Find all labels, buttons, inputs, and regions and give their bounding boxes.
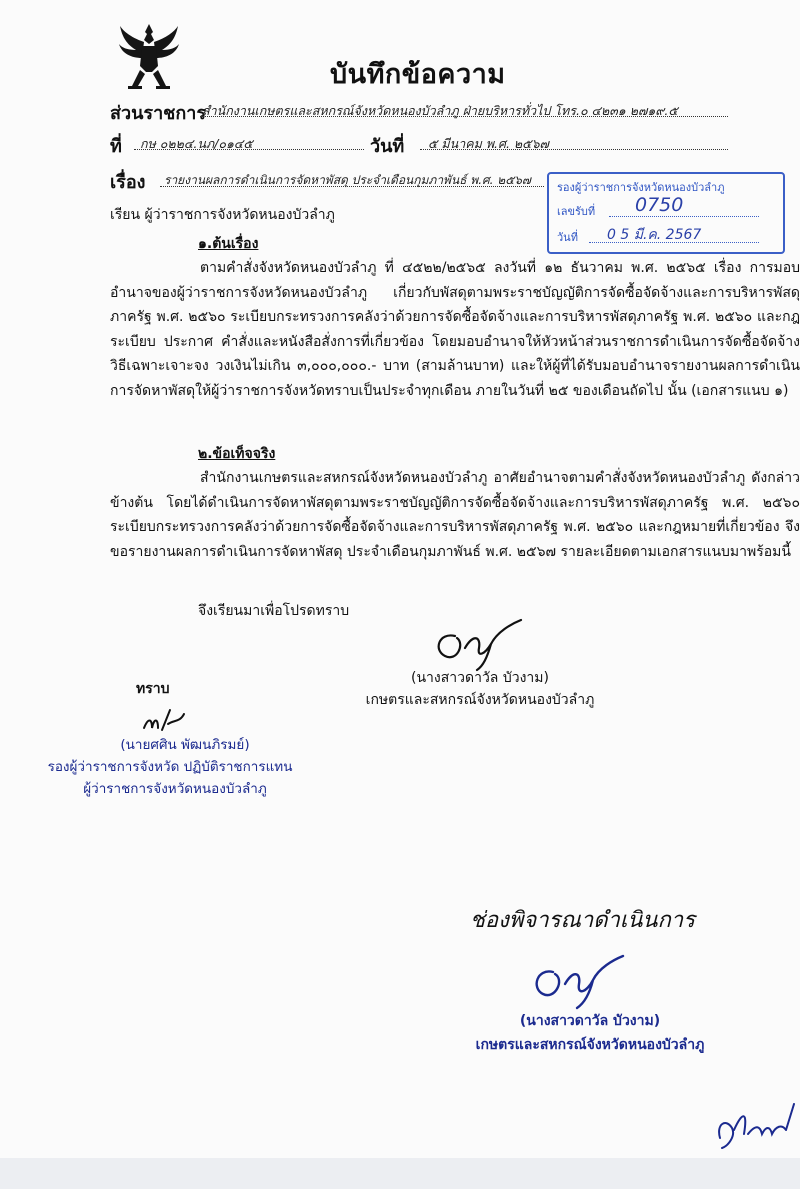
bottom-signer-name: (นางสาวดาวัล บัวงาม) [519,1013,661,1029]
stamp-office: รองผู้ว่าราชการจังหวัดหนองบัวลำภู [557,181,725,194]
section2-heading: ๒.ข้อเท็จจริง [198,446,276,462]
signer1-position: เกษตรและสหกรณ์จังหวัดหนองบัวลำภู [365,692,595,708]
stamp-date-value: 0 5 มี.ค. 2567 [607,227,702,243]
signer1-name: (นางสาวดาวัล บัวงาม) [411,670,549,686]
garuda-emblem-icon [118,20,180,92]
section2-text: สำนักงานเกษตรและสหกรณ์จังหวัดหนองบัวลำภู อาศัยอำนาจตามคำสั่งจังหวัดหนองบัวลำภู ดังกล่าวข้างต้น โดยได้ดำเนินการจัดหาพัสดุตามพระราชบัญญัติการจัดซื้อจัดจ้างและการบริหารพัสดุภาครัฐ พ.ศ. ๒๕๖๐ ระเบียบกระทรวงการคลังว่าด้วยการจัดซื้อจัดจ้างและการบริหารพัสดุภาครัฐ พ.ศ. ๒๕๖๐ และกฎหมายที่เกี่ยวข้อง จึงขอรายงานผลการดำเนินการจัดหาพัสดุ ประจำเดือนกุมภาพันธ์ พ.ศ. ๒๕๖๗ รายละเอียดตามเอกสารแนบมาพร้อมนี้ [110,470,800,560]
governor-line2: ผู้ว่าราชการจังหวัดหนองบัวลำภู [83,781,267,797]
date-label: วันที่ [370,136,405,157]
agency-value: สำนักงานเกษตรและสหกรณ์จังหวัดหนองบัวลำภู ฝ่ายบริหารทั่วไป โทร.๐ ๔๒๓๑ ๒๗๑๙.๕ [202,103,678,118]
section1-text: ตามคำสั่งจังหวัดหนองบัวลำภู ที่ ๔๕๒๒/๒๕๖๕ ลงวันที่ ๑๒ ธันวาคม พ.ศ. ๒๕๖๕ เรื่อง การมอบอำนาจของผู้ว่าราชการจังหวัดหนองบัวลำภู เกี่ยวกับพัสดุตามพระราชบัญญัติการจัดซื้อจัดจ้างและการบริหารพัสดุภาครัฐ พ.ศ. ๒๕๖๐ ระเบียบกระทรวงการคลังว่าด้วยการจัดซื้อจัดจ้างและการบริหารพัสดุภาครัฐ พ.ศ. ๒๕๖๐ และกฎ ระเบียบ ประกาศ คำสั่งและหนังสือสั่งการที่เกี่ยวข้อง โดยมอบอำนาจให้หัวหน้าส่วนราชการดำเนินการจัดซื้อจัดจ้างวิธีเฉพาะเจาะจง วงเงินไม่เกิน ๓,๐๐๐,๐๐๐.- บาท (สามล้านบาท) และให้ผู้ที่ได้รับมอบอำนาจรายงานผลการดำเนินการจัดหาพัสดุให้ผู้ว่าราชการจังหวัดทราบเป็นประจำทุกเดือน ภายในวันที่ ๒๕ ของเดือนถัดไป นั้น (เอกสารแนบ ๑) [110,260,800,399]
subject-label: เรื่อง [110,172,146,193]
date-value: ๕ มีนาคม พ.ศ. ๒๕๖๗ [428,136,549,151]
stamp-date-dotline [589,242,759,243]
governor-name: (นายศศิน พัฒนภิรมย์) [120,737,250,753]
signature-2 [525,950,635,1010]
acknowledge-note: ทราบ [136,681,170,697]
governor-signature [140,704,190,736]
handwritten-note: ช่องพิจารณาดำเนินการ [470,908,695,933]
section1-heading: ๑.ต้นเรื่อง [198,236,259,252]
agency-label: ส่วนราชการ [110,103,207,124]
stamp-received-dotline [609,216,759,217]
memo-title: บันทึกข้อความ [330,59,506,90]
scan-bottom-strip [0,1158,800,1189]
salutation: เรียน ผู้ว่าราชการจังหวัดหนองบัวลำภู [110,207,335,223]
stamp-date-label: วันที่ [557,231,578,244]
received-stamp [547,172,785,254]
bottom-signer-position: เกษตรและสหกรณ์จังหวัดหนองบัวลำภู [475,1037,705,1053]
governor-line1: รองผู้ว่าราชการจังหวัด ปฏิบัติราชการแทน [47,759,293,775]
corner-signature [712,1098,798,1156]
ref-label: ที่ [110,136,122,157]
ref-value: กษ ๐๒๒๔.นภ/๐๑๔๕ [140,136,253,151]
subject-value: รายงานผลการดำเนินการจัดหาพัสดุ ประจำเดือนกุมภาพันธ์ พ.ศ. ๒๕๖๗ [164,173,531,187]
stamp-received-label: เลขรับที่ [557,205,596,218]
stamp-received-no: 0750 [635,194,684,216]
signature-1 [425,614,535,672]
closing-line: จึงเรียนมาเพื่อโปรดทราบ [198,603,350,619]
